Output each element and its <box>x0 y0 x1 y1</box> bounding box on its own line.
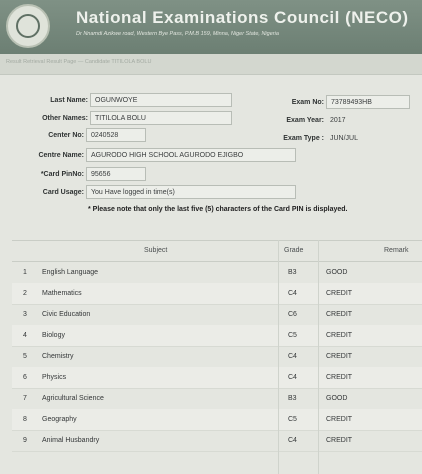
subject-header: Subject <box>144 247 168 254</box>
centre-name-label: Centre Name: <box>38 152 84 159</box>
centre-name-field: AGURODO HIGH SCHOOL AGURODO EJIGBO <box>86 148 296 162</box>
remark-cell: CREDIT <box>326 311 353 318</box>
grade-cell: C4 <box>288 290 297 297</box>
card-usage-label: Card Usage: <box>42 189 84 196</box>
table-row <box>12 325 422 347</box>
exam-type-label: Exam Type : <box>283 135 324 142</box>
column-divider <box>318 240 319 474</box>
results-table <box>12 240 422 474</box>
grade-header: Grade <box>284 247 304 254</box>
remark-cell: CREDIT <box>326 353 353 360</box>
last-name-label: Last Name: <box>50 97 88 104</box>
grade-cell: C4 <box>288 353 297 360</box>
council-title: National Examinations Council (NECO) <box>76 8 409 27</box>
table-row <box>12 346 422 368</box>
grade-cell: B3 <box>288 395 297 402</box>
subject-cell: Geography <box>42 416 77 423</box>
last-name-field: OGUNWOYE <box>90 93 232 107</box>
row-number: 1 <box>23 269 27 276</box>
exam-no-field: 73789493HB <box>326 95 410 109</box>
subbar-text: Result Retrieval Result Page — Candidate TITILOLA BOLU <box>6 59 152 65</box>
table-row <box>12 430 422 452</box>
grade-cell: C5 <box>288 416 297 423</box>
grade-cell: B3 <box>288 269 297 276</box>
other-names-label: Other Names: <box>42 115 88 122</box>
row-number: 8 <box>23 416 27 423</box>
row-number: 7 <box>23 395 27 402</box>
remark-cell: GOOD <box>326 395 348 402</box>
remark-cell: CREDIT <box>326 332 353 339</box>
grade-cell: C6 <box>288 311 297 318</box>
subject-cell: Physics <box>42 374 67 381</box>
subject-cell: Civic Education <box>42 311 91 318</box>
card-pin-label: *Card PinNo: <box>40 171 84 178</box>
table-row <box>12 409 422 431</box>
row-number: 3 <box>23 311 27 318</box>
card-pin-field: 95656 <box>86 167 146 181</box>
row-number: 4 <box>23 332 27 339</box>
subject-cell: Animal Husbandry <box>42 437 100 444</box>
council-address: Dr Nnamdi Azikwe road, Western Bye Pass, P.M.B 159, Minna, Niger State, Nigeria <box>76 31 279 37</box>
neco-logo-icon <box>6 4 50 48</box>
center-no-field: 0240528 <box>86 128 146 142</box>
subject-cell: Mathematics <box>42 290 82 297</box>
row-number: 5 <box>23 353 27 360</box>
remark-cell: CREDIT <box>326 437 353 444</box>
remark-cell: CREDIT <box>326 290 353 297</box>
grade-cell: C5 <box>288 332 297 339</box>
header-banner <box>0 0 422 54</box>
exam-type-value: JUN/JUL <box>330 135 359 142</box>
table-row <box>12 283 422 305</box>
other-names-field: TITILOLA BOLU <box>90 111 232 125</box>
grade-cell: C4 <box>288 437 297 444</box>
column-divider <box>278 240 279 474</box>
table-row <box>12 388 422 410</box>
row-number: 9 <box>23 437 27 444</box>
table-row <box>12 367 422 389</box>
subject-cell: Biology <box>42 332 65 339</box>
remark-cell: CREDIT <box>326 416 353 423</box>
subject-cell: Chemistry <box>42 353 74 360</box>
row-number: 2 <box>23 290 27 297</box>
logo-emblem <box>16 14 40 38</box>
subject-cell: English Language <box>42 269 99 276</box>
sub-bar <box>0 54 422 75</box>
remark-cell: CREDIT <box>326 374 353 381</box>
exam-year-label: Exam Year: <box>286 117 324 124</box>
grade-cell: C4 <box>288 374 297 381</box>
exam-year-value: 2017 <box>330 117 346 124</box>
exam-no-label: Exam No: <box>291 99 324 106</box>
row-number: 6 <box>23 374 27 381</box>
table-row <box>12 304 422 326</box>
table-row <box>12 262 422 284</box>
card-usage-field: You Have logged in time(s) <box>86 185 296 199</box>
subject-cell: Agricultural Science <box>42 395 104 402</box>
remark-header: Remark <box>384 247 409 254</box>
card-pin-note: * Please note that only the last five (5) characters of the Card PIN is displayed. <box>88 206 348 213</box>
center-no-label: Center No: <box>48 132 84 139</box>
remark-cell: GOOD <box>326 269 348 276</box>
